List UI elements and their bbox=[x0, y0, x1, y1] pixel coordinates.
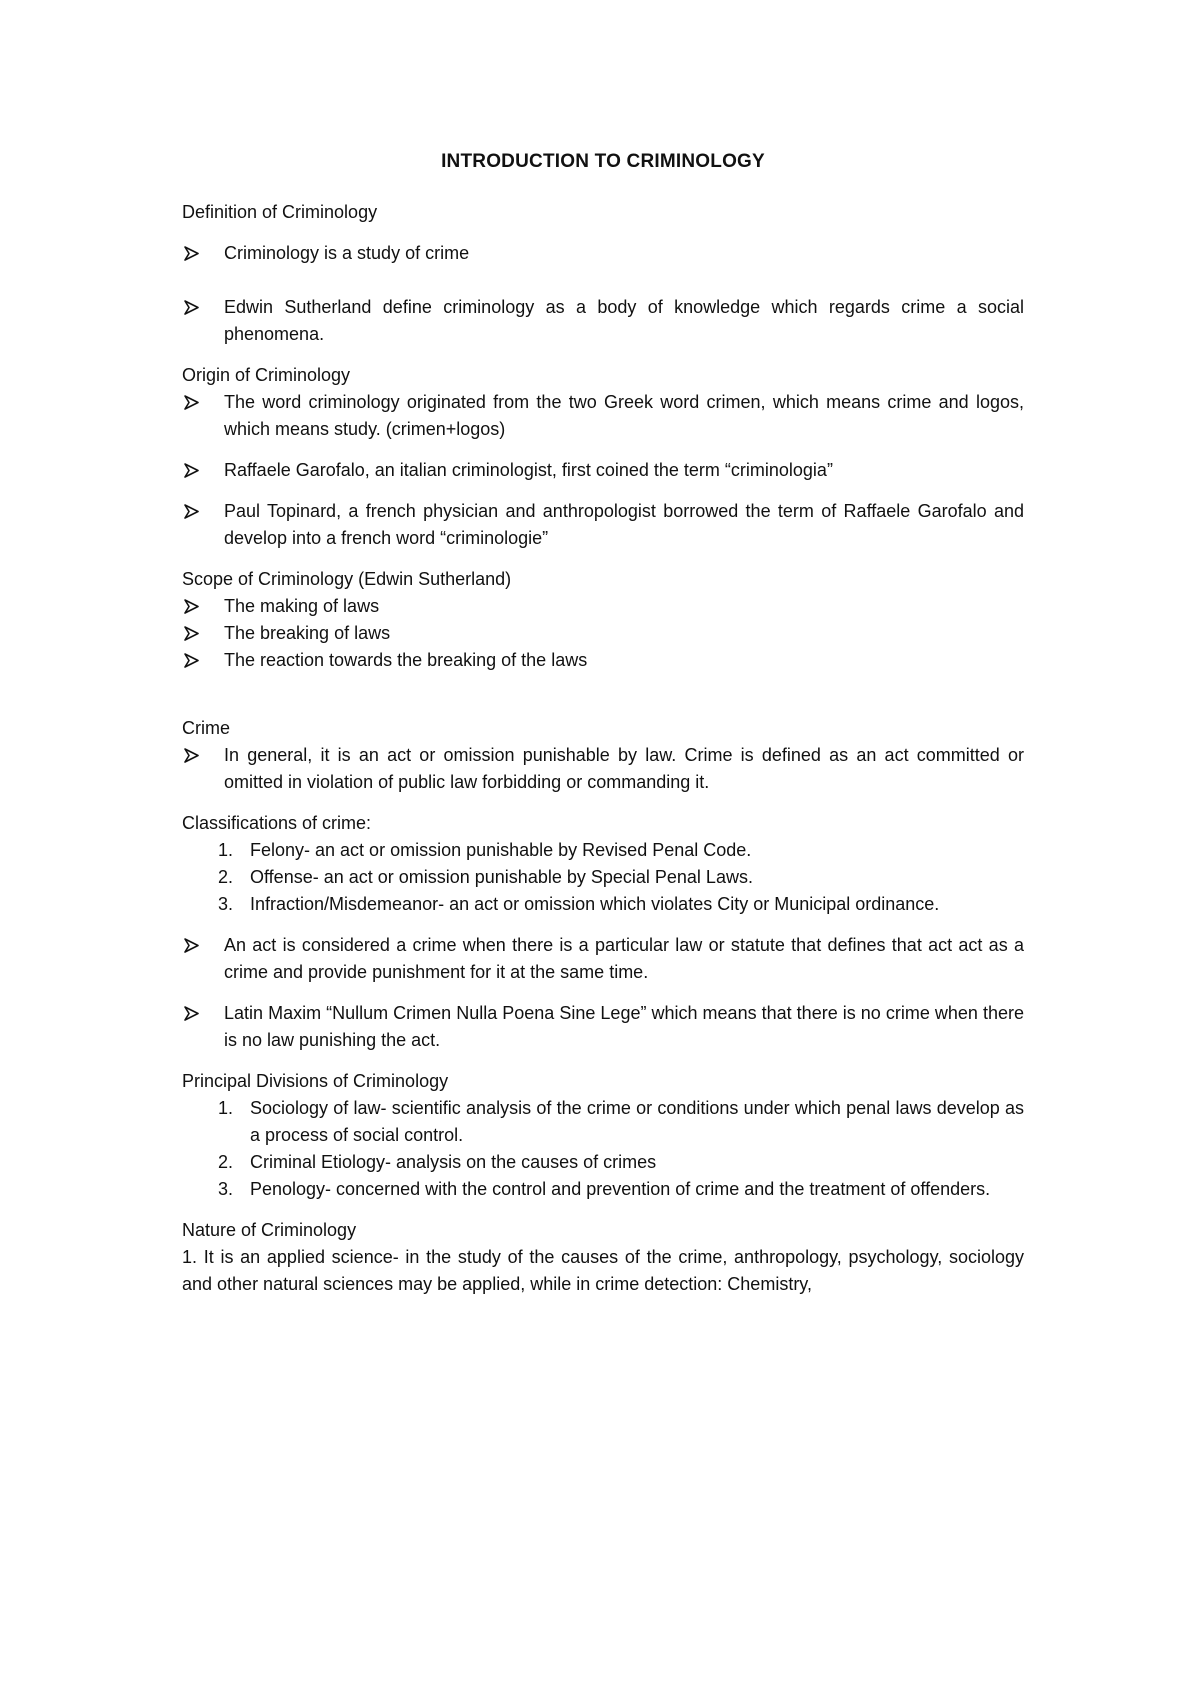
item-text: Sociology of law- scientific analysis of the crime or conditions under which penal laws develop as a process of social control. bbox=[250, 1098, 1024, 1145]
list-item bbox=[182, 837, 1024, 864]
item-number: 3. bbox=[218, 894, 234, 914]
bullet-text: The making of laws bbox=[224, 596, 380, 616]
arrow-bullet-icon bbox=[182, 742, 202, 769]
bullet-text: Edwin Sutherland define criminology as a body of knowledge which regards crime a social phenomena. bbox=[224, 297, 1024, 344]
item-number: 2. bbox=[218, 867, 234, 887]
bullet-text: The breaking of laws bbox=[224, 623, 391, 643]
list-item bbox=[182, 1095, 1024, 1149]
arrow-bullet-icon bbox=[182, 498, 202, 525]
arrow-bullet-icon bbox=[182, 240, 202, 267]
list-item bbox=[182, 1000, 1024, 1054]
list-item bbox=[182, 240, 1024, 267]
list-item bbox=[182, 891, 1024, 918]
list-item bbox=[182, 498, 1024, 552]
item-text: Offense- an act or omission punishable by Special Penal Laws. bbox=[250, 867, 753, 887]
arrow-bullet-icon bbox=[182, 1000, 202, 1027]
classifications-heading: Classifications of crime: bbox=[182, 813, 372, 833]
bullet-text: An act is considered a crime when there is a particular law or statute that defines that act act as a crime and provide punishment for it at the same time. bbox=[224, 935, 1024, 982]
list-item bbox=[182, 932, 1024, 986]
arrow-bullet-icon bbox=[182, 294, 202, 321]
arrow-bullet-icon bbox=[182, 647, 202, 674]
list-item bbox=[182, 1149, 1024, 1176]
classifications-list bbox=[182, 837, 1024, 918]
item-number: 1. bbox=[218, 1098, 234, 1118]
scope-heading: Scope of Criminology (Edwin Sutherland) bbox=[182, 569, 512, 589]
list-item bbox=[182, 1176, 1024, 1203]
arrow-bullet-icon bbox=[182, 932, 202, 959]
list-item bbox=[182, 593, 1024, 620]
arrow-bullet-icon bbox=[182, 389, 202, 416]
item-text: Penology- concerned with the control and prevention of crime and the treatment of offenders. bbox=[250, 1179, 991, 1199]
bullet-text: Latin Maxim “Nullum Crimen Nulla Poena Sine Lege” which means that there is no crime when there is no law punishing the act. bbox=[224, 1003, 1024, 1050]
list-item bbox=[182, 864, 1024, 891]
bullet-text: The word criminology originated from the two Greek word crimen, which means crime and logos, which means study. (crimen+logos) bbox=[224, 392, 1024, 439]
divisions-list bbox=[182, 1095, 1024, 1203]
item-number: 3. bbox=[218, 1179, 234, 1199]
crime-heading: Crime bbox=[182, 718, 230, 738]
arrow-bullet-icon bbox=[182, 593, 202, 620]
arrow-bullet-icon bbox=[182, 620, 202, 647]
nature-heading: Nature of Criminology bbox=[182, 1220, 357, 1240]
item-text: Felony- an act or omission punishable by Revised Penal Code. bbox=[250, 840, 752, 860]
item-text: Infraction/Misdemeanor- an act or omission which violates City or Municipal ordinance. bbox=[250, 894, 940, 914]
list-item bbox=[182, 647, 1024, 674]
bullet-text: Criminology is a study of crime bbox=[224, 243, 470, 263]
item-number: 1. bbox=[218, 840, 234, 860]
definition-heading: Definition of Criminology bbox=[182, 202, 378, 222]
list-item bbox=[182, 389, 1024, 443]
bullet-text: The reaction towards the breaking of the laws bbox=[224, 650, 588, 670]
list-item bbox=[182, 620, 1024, 647]
item-number: 2. bbox=[218, 1152, 234, 1172]
divisions-heading: Principal Divisions of Criminology bbox=[182, 1071, 449, 1091]
bullet-text: In general, it is an act or omission punishable by law. Crime is defined as an act committed or omitted in violation of public law forbidding or commanding it. bbox=[224, 745, 1024, 792]
arrow-bullet-icon bbox=[182, 457, 202, 484]
page-title: INTRODUCTION TO CRIMINOLOGY bbox=[441, 151, 765, 172]
document-body bbox=[182, 148, 1024, 1298]
list-item bbox=[182, 742, 1024, 796]
bullet-text: Raffaele Garofalo, an italian criminologist, first coined the term “criminologia” bbox=[224, 460, 833, 480]
item-text: Criminal Etiology- analysis on the causes of crimes bbox=[250, 1152, 657, 1172]
nature-paragraph: 1. It is an applied science- in the study of the causes of the crime, anthropology, psychology, sociology and other natural sciences may be applied, while in crime detection: Chemistry, bbox=[182, 1247, 1024, 1294]
origin-heading: Origin of Criminology bbox=[182, 365, 351, 385]
list-item bbox=[182, 294, 1024, 348]
list-item bbox=[182, 457, 1024, 484]
bullet-text: Paul Topinard, a french physician and anthropologist borrowed the term of Raffaele Garofalo and develop into a french word “criminologie” bbox=[224, 501, 1024, 548]
